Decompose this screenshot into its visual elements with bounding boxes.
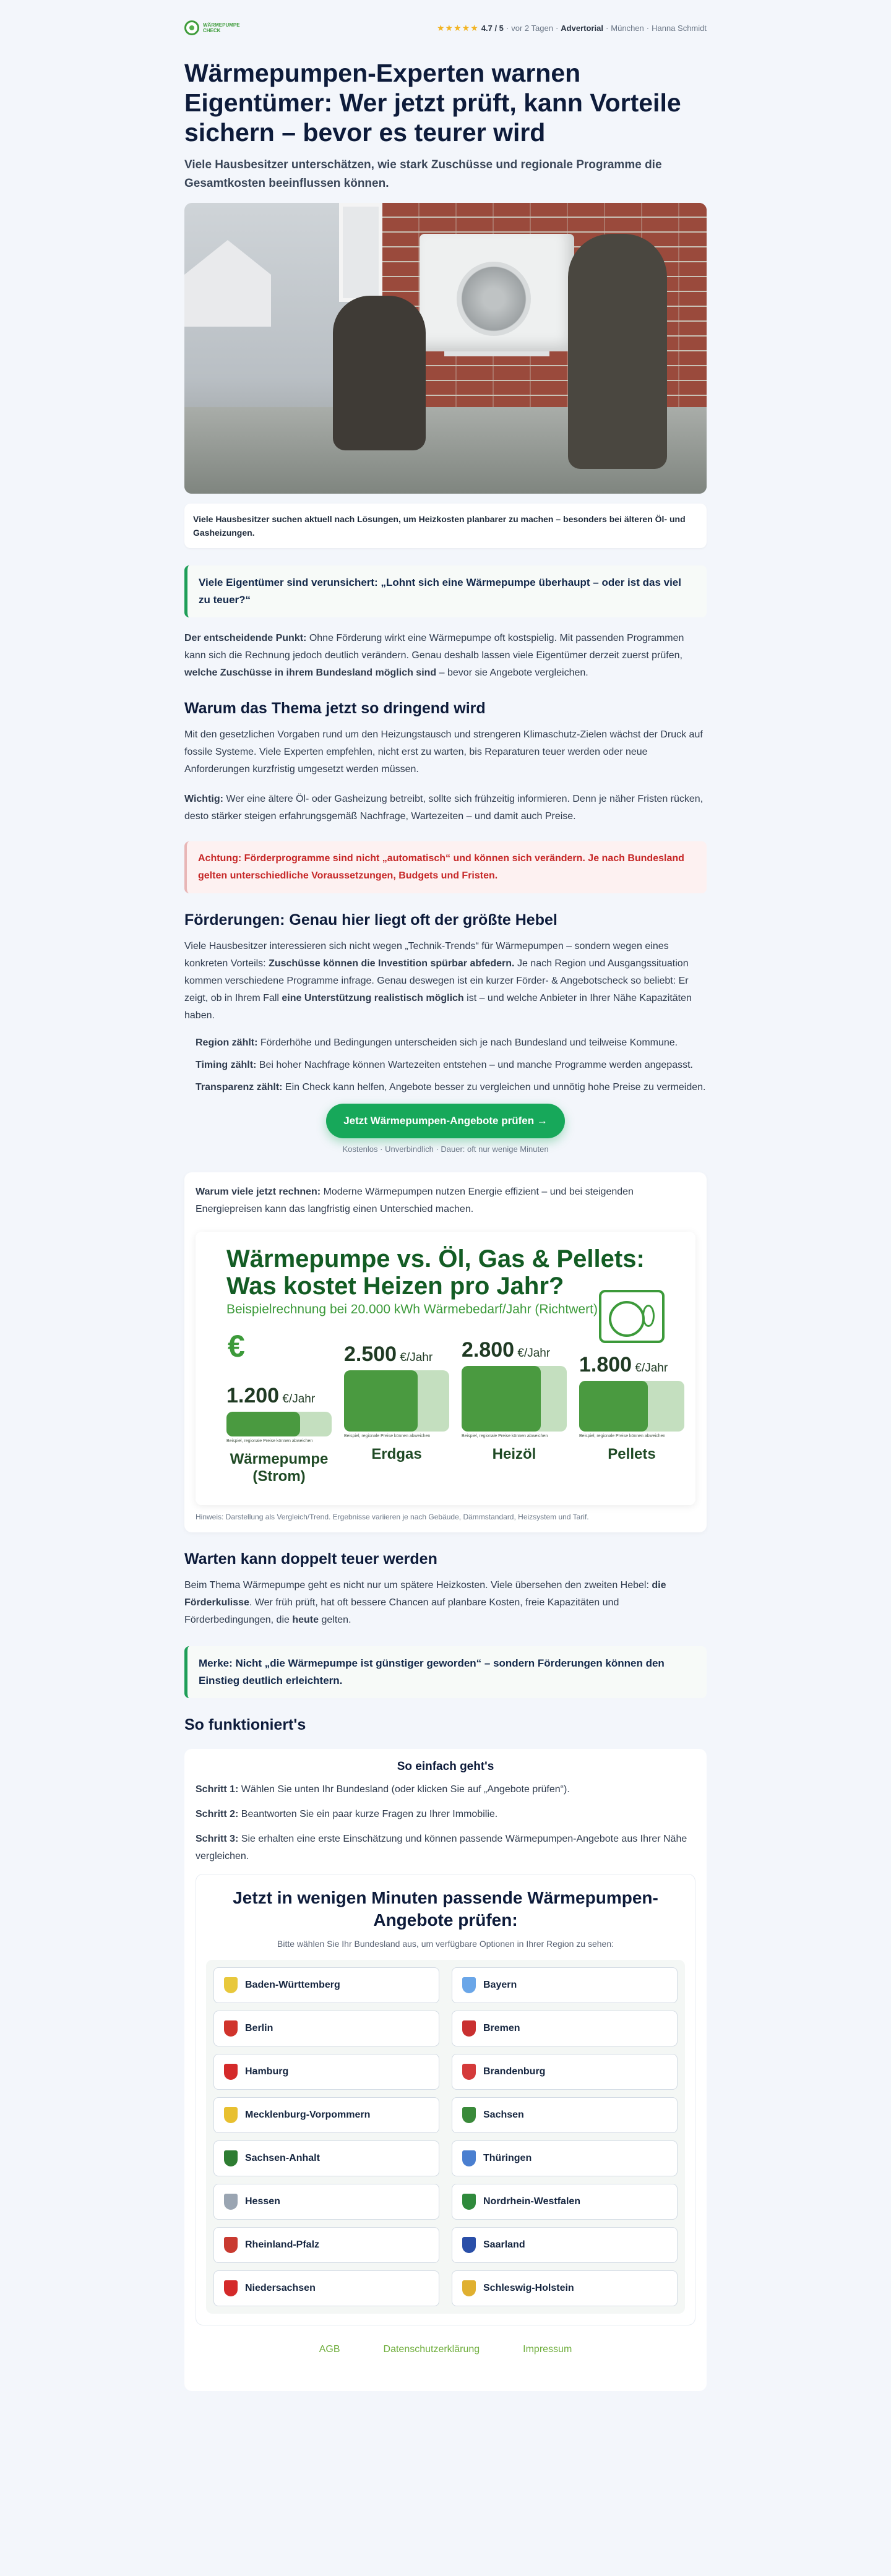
paragraph-calculation: Warum viele jetzt rechnen: Moderne Wärmepumpen nutzen Energie effizient – und bei steigenden Energiepreisen kann das langfristig einen Unterschied machen. (196, 1187, 634, 1214)
state-grid (206, 1960, 685, 2314)
state-button-thüringen[interactable] (452, 2140, 678, 2176)
state-crest-icon (462, 2237, 476, 2253)
state-crest-icon (462, 2064, 476, 2080)
state-selector-title: Jetzt in wenigen Minuten passende Wärmepumpen-Angebote prüfen: (233, 1888, 658, 1930)
hero-image (184, 203, 707, 494)
state-crest-icon (462, 1977, 476, 1993)
article-meta: ★★★★★ 4.7 / 5 · vor 2 Tagen · Advertorial · München · Hanna Schmidt (437, 22, 707, 33)
heading-urgency: Warum das Thema jetzt so dringend wird (184, 700, 486, 717)
state-label: Schleswig-Holstein (483, 2283, 574, 2293)
bar-value-number: 1.200 (226, 1384, 280, 1407)
heading-waiting: Warten kann doppelt teuer werden (184, 1550, 437, 1568)
chart-title: Wärmepumpe vs. Öl, Gas & Pellets: Was kostet Heizen pro Jahr? (226, 1245, 645, 1300)
footer-link-privacy[interactable]: Datenschutzerklärung (383, 2344, 480, 2355)
bar-category-label: Heizöl (492, 1446, 536, 1462)
site-logo[interactable] (184, 20, 240, 35)
state-button-nordrhein-westfalen[interactable] (452, 2184, 678, 2220)
cost-comparison-card (184, 1172, 707, 1532)
state-label: Berlin (245, 2023, 273, 2033)
cta-note: Kostenlos · Unverbindlich · Dauer: oft nur wenige Minuten (342, 1144, 549, 1154)
state-button-baden-württemberg[interactable] (213, 1967, 439, 2003)
advertorial-tag: Advertorial (561, 23, 603, 33)
bar-value-number: 1.800 (579, 1353, 632, 1376)
footer-link-agb[interactable]: AGB (319, 2344, 340, 2355)
step-item: Schritt 3: Sie erhalten eine erste Einschätzung und können passende Wärmepumpen-Angebote aus Ihrer Nähe vergleichen. (196, 1834, 687, 1861)
state-crest-icon (224, 2020, 238, 2037)
logo-text: WÄRMEPUMPE CHECK (203, 22, 240, 33)
bar-category-label: Erdgas (371, 1446, 422, 1462)
bar-2 (462, 1338, 567, 1463)
state-label: Thüringen (483, 2153, 532, 2163)
paragraph-important: Wichtig: Wer eine ältere Öl- oder Gasheizung betreibt, sollte sich frühzeitig informieren. Denn je näher Fristen rücken, desto stärker steigen erfahrungsgemäß Nachfrage, Wartezeiten – und damit auch Preise. (184, 794, 704, 822)
state-button-sachsen[interactable] (452, 2097, 678, 2133)
bar-track (579, 1381, 684, 1432)
page-subtitle: Viele Hausbesitzer unterschätzen, wie stark Zuschüsse und regionale Programme die Gesamtkosten beeinflussen können. (184, 158, 662, 190)
state-crest-icon (224, 2237, 238, 2253)
state-label: Niedersachsen (245, 2283, 316, 2293)
bar-note: Beispiel, regionale Preise können abweichen (226, 1439, 313, 1443)
heading-funding: Förderungen: Genau hier liegt oft der größte Hebel (184, 911, 557, 929)
state-crest-icon (462, 2194, 476, 2210)
footer-links (196, 2344, 695, 2380)
chart-bars (226, 1324, 668, 1485)
rating-value: 4.7 / 5 (481, 23, 504, 33)
state-selector (196, 1874, 695, 2325)
step-item: Schritt 2: Beantworten Sie ein paar kurze Fragen zu Ihrer Immobilie. (196, 1809, 498, 1819)
top-bar (184, 15, 707, 41)
state-crest-icon (462, 2150, 476, 2166)
state-label: Bremen (483, 2023, 520, 2033)
check-offers-button[interactable]: Jetzt Wärmepumpen-Angebote prüfen → (326, 1104, 565, 1138)
state-button-bayern[interactable] (452, 1967, 678, 2003)
callout-question: Viele Eigentümer sind verunsichert: „Lohnt sich eine Wärmepumpe überhaupt – oder ist das viel zu teuer?“ (184, 565, 707, 617)
state-crest-icon (462, 2280, 476, 2296)
bar-fill (226, 1412, 300, 1436)
state-label: Bayern (483, 1980, 517, 1990)
state-crest-icon (462, 2107, 476, 2123)
post-time: vor 2 Tagen (511, 23, 553, 33)
state-button-hamburg[interactable] (213, 2054, 439, 2090)
paragraph-funding: Viele Hausbesitzer interessieren sich nicht wegen „Technik-Trends“ für Wärmepumpen – sondern wegen eines konkreten Vorteils: Zuschüsse können die Investition spürbar abfedern. Je nach Region und Ausgangssituation kommen verschiedene Programme infrage. Genau deswegen ist ein kurzer Förder- & Angebotscheck so beliebt: Er zeigt, ob in Ihrem Fall eine Unterstützung realistisch möglich ist – und welche Anbieter in Ihrer Nähe Kapazitäten haben. (184, 941, 692, 1021)
bar-note: Beispiel, regionale Preise können abweichen (344, 1434, 431, 1438)
logo-icon (184, 20, 199, 35)
bar-category-label: Wärmepumpe (Strom) (230, 1451, 329, 1485)
state-button-schleswig-holstein[interactable] (452, 2270, 678, 2306)
bar-track (226, 1412, 332, 1436)
paragraph-regulations: Mit den gesetzlichen Vorgaben rund um den Heizungstausch und strengeren Klimaschutz-Zielen wächst der Druck auf fossile Systeme. Viele Experten empfehlen, nicht erst zu warten, bis Reparaturen teuer werden oder neue Anforderungen kurzfristig umgesetzt werden müssen. (184, 729, 703, 775)
bar-value-unit: €/Jahr (632, 1362, 668, 1375)
paragraph-key-point: Der entscheidende Punkt: Ohne Förderung wirkt eine Wärmepumpe oft kostspielig. Mit passenden Programmen kann sich die Rechnung jedoch deutlich verändern. Genau deshalb lassen viele Eigentümer derzeit zuerst prüfen, welche Zuschüsse in ihrem Bundesland möglich sind – bevor sie Angebote vergleichen. (184, 633, 684, 678)
bar-note: Beispiel, regionale Preise können abweichen (462, 1434, 548, 1438)
bar-track (462, 1366, 567, 1432)
bar-track (344, 1370, 449, 1432)
bar-value-label (462, 1338, 567, 1362)
state-button-brandenburg[interactable] (452, 2054, 678, 2090)
state-label: Saarland (483, 2239, 525, 2250)
bar-value-label (226, 1384, 332, 1408)
cta-section (184, 1104, 707, 1154)
state-label: Sachsen (483, 2110, 524, 2120)
state-crest-icon (224, 2107, 238, 2123)
euro-icon: € (228, 1329, 245, 1363)
place: München (611, 23, 644, 33)
state-label: Baden-Württemberg (245, 1980, 340, 1990)
author: Hanna Schmidt (652, 23, 707, 33)
state-button-niedersachsen[interactable] (213, 2270, 439, 2306)
state-label: Nordrhein-Westfalen (483, 2196, 581, 2207)
image-caption: Viele Hausbesitzer suchen aktuell nach Lösungen, um Heizkosten planbarer zu machen – besonders bei älteren Öl- und Gasheizungen. (184, 504, 707, 548)
bar-fill (462, 1366, 541, 1432)
state-label: Hamburg (245, 2066, 289, 2077)
state-crest-icon (224, 2064, 238, 2080)
step-item: Schritt 1: Wählen Sie unten Ihr Bundesland (oder klicken Sie auf „Angebote prüfen“). (196, 1784, 570, 1795)
chart-subtitle: Beispielrechnung bei 20.000 kWh Wärmebedarf/Jahr (Richtwert) (226, 1302, 598, 1316)
list-item: Timing zählt: Bei hoher Nachfrage können Wartezeiten entstehen – und manche Programme werden angepasst. (196, 1060, 693, 1070)
callout-remember: Merke: Nicht „die Wärmepumpe ist günstiger geworden“ – sondern Förderungen können den Einstieg deutlich erleichtern. (184, 1646, 707, 1698)
state-crest-icon (224, 2150, 238, 2166)
bar-note: Beispiel, regionale Preise können abweichen (579, 1434, 666, 1438)
state-crest-icon (224, 2280, 238, 2296)
heating-cost-chart (196, 1232, 695, 1505)
state-label: Rheinland-Pfalz (245, 2239, 320, 2250)
state-crest-icon (224, 1977, 238, 1993)
bar-value-unit: €/Jahr (514, 1347, 551, 1360)
footer-link-imprint[interactable]: Impressum (523, 2344, 572, 2355)
bar-value-unit: €/Jahr (397, 1351, 433, 1364)
state-button-sachsen-anhalt[interactable] (213, 2140, 439, 2176)
steps-card (184, 1749, 707, 2391)
chart-hint: Hinweis: Darstellung als Vergleich/Trend. Ergebnisse variieren je nach Gebäude, Dämmstandard, Heizsystem und Tarif. (196, 1513, 589, 1521)
bar-0 (226, 1384, 332, 1485)
state-label: Sachsen-Anhalt (245, 2153, 320, 2163)
bar-3 (579, 1353, 684, 1463)
bar-value-label (579, 1353, 684, 1377)
bar-fill (579, 1381, 648, 1432)
page-title: Wärmepumpen-Experten warnen Eigentümer: Wer jetzt prüft, kann Vorteile sichern – bevor es teurer wird (184, 59, 681, 147)
state-button-berlin[interactable] (213, 2011, 439, 2046)
bar-value-number: 2.500 (344, 1342, 397, 1366)
state-label: Hessen (245, 2196, 280, 2207)
state-crest-icon (224, 2194, 238, 2210)
state-button-saarland[interactable] (452, 2227, 678, 2263)
heading-how-it-works: So funktioniert's (184, 1716, 306, 1733)
article-container (184, 0, 707, 2391)
state-button-rheinland-pfalz[interactable] (213, 2227, 439, 2263)
warning-alert: Achtung: Förderprogramme sind nicht „automatisch“ und können sich verändern. Je nach Bundesland gelten unterschiedliche Voraussetzungen, Budgets und Fristen. (184, 841, 707, 893)
bar-category-label: Pellets (608, 1446, 656, 1462)
bar-value-unit: €/Jahr (279, 1393, 316, 1406)
state-selector-note: Bitte wählen Sie Ihr Bundesland aus, um verfügbare Optionen in Ihrer Region zu sehen: (277, 1939, 614, 1949)
bar-value-number: 2.800 (462, 1338, 515, 1362)
state-button-mecklenburg-vorpommern[interactable] (213, 2097, 439, 2133)
list-item: Region zählt: Förderhöhe und Bedingungen unterscheiden sich je nach Bundesland und teilweise Kommune. (196, 1037, 678, 1048)
list-item: Transparenz zählt: Ein Check kann helfen, Angebote besser zu vergleichen und unnötig hohe Preise zu vermeiden. (196, 1082, 706, 1093)
bar-fill (344, 1370, 418, 1432)
state-button-bremen[interactable] (452, 2011, 678, 2046)
state-crest-icon (462, 2020, 476, 2037)
rating-stars-icon: ★★★★★ (437, 22, 479, 33)
bar-1 (344, 1342, 449, 1463)
paragraph-waiting: Beim Thema Wärmepumpe geht es nicht nur um spätere Heizkosten. Viele übersehen den zweiten Hebel: die Förderkulisse. Wer früh prüft, hat oft bessere Chancen auf planbare Kosten, freie Kapazitäten und Förderbedingungen, die heute gelten. (184, 1580, 666, 1625)
steps-title: So einfach geht's (397, 1760, 494, 1773)
bar-value-label (344, 1342, 449, 1367)
state-button-hessen[interactable] (213, 2184, 439, 2220)
state-label: Brandenburg (483, 2066, 546, 2077)
state-label: Mecklenburg-Vorpommern (245, 2110, 371, 2120)
key-points-list (184, 1034, 707, 1096)
